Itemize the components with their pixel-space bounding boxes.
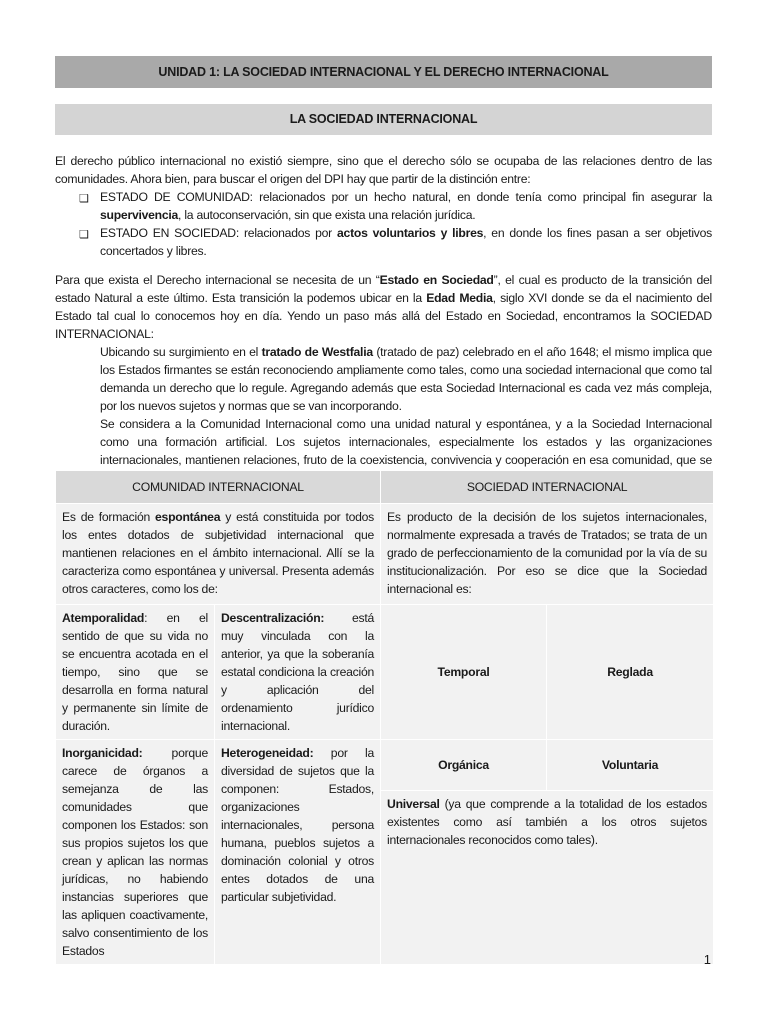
checkbox-bullet-icon: ❑: [79, 229, 89, 241]
cell-voluntaria: Voluntaria: [547, 740, 714, 791]
cell-organica: Orgánica: [381, 740, 547, 791]
header-comunidad: COMUNIDAD INTERNACIONAL: [56, 471, 381, 504]
paragraph-comunidad-vs-sociedad: Se considera a la Comunidad Internacional como una unidad natural y espontánea, y a la Sociedad Internacional como una formación artificial. Los sujetos internacionales, especialmente los estados y las organizaciones internacionales, mantienen relaciones, fruto de la coexistencia, convivencia y cooperación en esa comunidad, que se: [100, 417, 712, 467]
cell-sociedad-description: Es producto de la decisión de los sujetos internacionales, normalmente expresada a través de Tratados; se trata de un grado de perfeccionamiento de la comunidad por la vía de su institucionalización. Por eso se dice que la Sociedad internacional es:: [381, 504, 714, 605]
intro-block: [55, 152, 712, 260]
cell-temporal: Temporal: [381, 605, 547, 740]
header-sociedad: SOCIEDAD INTERNACIONAL: [381, 471, 714, 504]
paragraph-westfalia: Ubicando su surgimiento en el tratado de Westfalia (tratado de paz) celebrado en el año 1648; el mismo implica que los Estados firmantes se están reconociendo ampliamente como tales, como una sociedad internacional que como tal demanda un derecho que lo regule. Agregando además que esta Sociedad Internacional es cada vez más compleja, por los nuevos sujetos y normas que se van incorporando.: [100, 345, 712, 413]
intro-paragraph-1: El derecho público internacional no existió siempre, sino que el derecho sólo se ocupaba de las relaciones dentro de las comunidades. Ahora bien, para buscar el origen del DPI hay que partir de la distinción entre:: [55, 154, 712, 186]
cell-atemporalidad: Atemporalidad: en el sentido de que su vida no se encuentra acotada en el tiempo, sino que se desarrolla en forma natural y permanente sin límite de duración.: [56, 605, 215, 740]
cell-universal: Universal (ya que comprende a la totalidad de los estados existentes como así también a los otros sujetos internacionales reconocidos como tales).: [381, 790, 714, 964]
cell-inorganicidad: Inorganicidad: porque carece de órganos a semejanza de las comunidades que componen los Estados: son sus propios sujetos los que crean y aplican las normas jurídicas, no habiendo instancias superiores que las apliquen coactivamente, salvo consentimiento de los Estados: [56, 740, 215, 965]
bullet-estado-en-sociedad: ❑ ESTADO EN SOCIEDAD: relacionados por actos voluntarios y libres, en donde los fines pasan a ser objetivos concertados y libres.: [79, 226, 712, 258]
table-row: [56, 504, 714, 605]
table-row: [56, 605, 714, 740]
table-row: [56, 740, 714, 791]
section-title-banner: LA SOCIEDAD INTERNACIONAL: [55, 104, 712, 135]
paragraph-estado-en-sociedad: Para que exista el Derecho internacional se necesita de un “Estado en Sociedad”, el cual es producto de la transición del estado Natural a este último. Esta transición la podemos ubicar en la Edad Media, siglo XVI donde se da el nacimiento del Estado tal cual lo conocemos hoy en día. Yendo un paso más allá del Estado en Sociedad, encontramos la SOCIEDAD INTERNACIONAL:: [55, 273, 712, 341]
cell-heterogeneidad: Heterogeneidad: por la diversidad de sujetos que la componen: Estados, organizaciones internacionales, persona humana, pueblos sujetos a dominación colonial y otros entes dotados de una particular subjetividad.: [215, 740, 381, 965]
cell-comunidad-description: Es de formación espontánea y está constituida por todos los entes dotados de subjetividad internacional que mantienen relaciones en el ámbito internacional. Allí se la caracteriza como espontánea y universal. Presenta además otros caracteres, como los de:: [56, 504, 381, 605]
checkbox-bullet-icon: ❑: [79, 193, 89, 205]
bullet-estado-de-comunidad: ❑ ESTADO DE COMUNIDAD: relacionados por un hecho natural, en donde tenía como principal fin asegurar la supervivencia, la autoconservación, sin que exista una relación jurídica.: [79, 190, 712, 222]
comparison-table: [55, 470, 714, 965]
page-number: 1: [703, 952, 711, 967]
cell-reglada: Reglada: [547, 605, 714, 740]
unit-title-banner: UNIDAD 1: LA SOCIEDAD INTERNACIONAL Y EL DERECHO INTERNACIONAL: [55, 56, 712, 88]
body-block: [55, 271, 712, 487]
table-header-row: [56, 471, 714, 504]
cell-descentralizacion: Descentralización: está muy vinculada con la anterior, ya que la soberanía estatal condiciona la creación y aplicación del ordenamiento jurídico internacional.: [215, 605, 381, 740]
